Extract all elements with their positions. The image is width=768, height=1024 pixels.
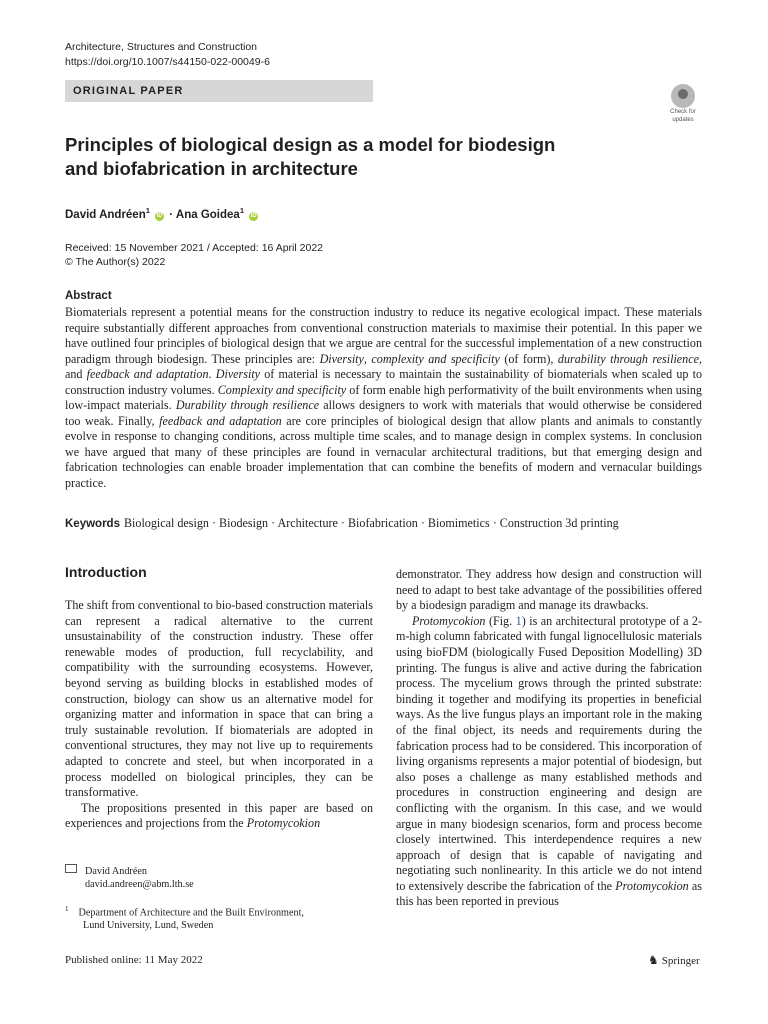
affiliation-line: Lund University, Lund, Sweden <box>83 920 214 932</box>
text-run: , <box>363 351 372 366</box>
paragraph: The shift from conventional to bio-based construction materials can represent a radical alternative to the current unsustainability of the construction industry. These offer renewable modes of production, full recyclability, and compatibility with the surrounding ecosystems. However, beyond serving as building blocks in established modes of construction, biology can show us an alternative model for organizing matter and information in space that can bring a truly sustainable revolution. If biomaterials are adopted in conventional structures, they may not live up to requirements adapted to concrete and steel, but when incorporated in a process modelled on biological principles, they can be transformative. <box>65 598 373 800</box>
published-online: Published online: 11 May 2022 <box>65 954 203 966</box>
text-run: Biomaterials represent a potential means for the construction industry to reduce its negative ecological impact. These materials require substantially different approaches from conventional construction materials to maximise their potential. In this paper we have outlined four principles of biological design that we argue are central for the successful implementation of a new construction paradigm through biodesign. These principles are: <box>65 305 702 366</box>
paper-title <box>65 133 625 181</box>
text-run: as this has been reported in previous <box>396 878 702 909</box>
affiliation-line: Department of Architecture and the Built Environment, <box>78 907 304 919</box>
paragraph <box>396 614 702 910</box>
emphasis: feedback and adaptation <box>86 367 209 381</box>
emphasis: Protomycokion <box>412 613 486 628</box>
text-run: allows designers to work with materials that would otherwise be considered too weak. Finally, <box>65 398 702 428</box>
figure-link[interactable]: 1 <box>515 613 522 628</box>
keywords-list: Biological design · Biodesign · Architecture · Biofabrication · Biomimetics · Construction 3d printing <box>123 516 619 530</box>
emphasis: Durability through resilience <box>175 398 320 412</box>
title-line-2: and biofabrication in architecture <box>65 158 358 179</box>
text-run: (of form), <box>499 351 558 366</box>
emphasis: Protomycokion <box>615 878 689 893</box>
emphasis: feedback and adaptation <box>159 413 282 428</box>
envelope-icon <box>65 864 77 873</box>
contact-name: David Andréen <box>85 866 147 877</box>
check-updates-icon <box>671 84 695 108</box>
text-run: (Fig. <box>485 613 516 628</box>
emphasis: Complexity and specificity <box>217 382 347 397</box>
affiliation-marker: 1 <box>239 206 244 215</box>
orcid-icon[interactable]: iD <box>250 212 257 219</box>
journal-name: Architecture, Structures and Construction <box>65 41 258 53</box>
affiliation-marker: 1 <box>145 206 150 215</box>
publisher-logo[interactable] <box>648 953 700 968</box>
paragraph <box>65 801 373 832</box>
text-run: The propositions presented in this paper are based on experiences and projections from the <box>65 800 373 831</box>
corresponding-author <box>65 864 194 891</box>
emphasis: Protomycokion <box>246 816 321 831</box>
publisher-name: Springer <box>661 955 700 967</box>
affiliation-number: 1 <box>65 905 69 913</box>
author-name[interactable]: David Andréen <box>65 208 146 221</box>
author-separator: · <box>166 208 176 221</box>
affiliation <box>65 903 304 932</box>
keywords-label: Keywords <box>65 518 120 530</box>
text-run: of material is necessary to maintain the sustainability of biomaterials when scaled up to construction industry volumes. <box>65 367 702 397</box>
text-run: ) is an architectural prototype of a 2-m-high column fabricated with fungal lignocellulosic materials using bioFDM (biologically Fused Deposition Modelling) 3D printing. The fungus is alive and active during the fabrication process. The mycelium grows through the printed substrate: binding it together and modifying its properties in beneficial ways. As the live fungus plays an important role in the making of the final object, its needs and requirements during the fabrication process had to be considered. This incorporation of living organisms represents a major potential of biodesign, but also poses a challenge as many established methods and procedures in construction engineering and design are conflicting with the organism. In this case, and we would argue in many biodesign scenarios, form and process become closely intertwined. This interdependence requires a new approach of design that is capable of navigating and negotiating such nonlinearity. In this article we do not intend to extensively describe the fabrication of the <box>396 613 703 893</box>
text-run: , and <box>65 351 702 381</box>
article-type-banner: ORIGINAL PAPER <box>65 80 373 102</box>
springer-horse-icon: ♞ <box>648 953 659 967</box>
section-heading-introduction: Introduction <box>65 564 147 580</box>
abstract-text <box>65 305 702 491</box>
copyright: © The Author(s) 2022 <box>65 256 166 268</box>
check-updates-label-2: updates <box>672 116 694 123</box>
text-run: of form enable high performativity of the built environments when using low-impact materials. <box>65 382 702 412</box>
title-line-1: Principles of biological design as a model for biodesign <box>65 134 556 155</box>
text-run: are core principles of biological design that allow plants and animals to constantly evolve in response to changing conditions, across multiple time scales, and to manage design in complex systems. In conclusion we have argued that many of these principles are found in vernacular architectural traditions, but that emerging design and fabrication technologies can enable broader implementation that can combine the benefits of modern and vernacular buildings practice. <box>65 413 702 490</box>
emphasis: complexity and specificity <box>371 351 500 366</box>
received-accepted: Received: 15 November 2021 / Accepted: 16 April 2022 <box>65 242 323 254</box>
publication-dates <box>65 241 323 269</box>
author-list <box>65 204 260 222</box>
check-for-updates-badge[interactable] <box>664 84 702 124</box>
emphasis: Diversity <box>215 367 261 381</box>
orcid-icon[interactable]: iD <box>156 212 163 219</box>
journal-header <box>65 40 270 70</box>
doi-link[interactable]: https://doi.org/10.1007/s44150-022-00049-6 <box>65 56 270 68</box>
paragraph: demonstrator. They address how design and construction will need to adapt to best take advantage of the possibilities offered by a biodesign paradigm and manage its drawbacks. <box>396 567 702 613</box>
contact-email[interactable]: david.andreen@abm.lth.se <box>85 879 194 890</box>
author-name[interactable]: Ana Goidea <box>175 208 240 221</box>
emphasis: durability through resilience <box>557 351 699 366</box>
emphasis: Diversity <box>319 351 364 366</box>
text-run: . <box>208 367 216 381</box>
keywords <box>65 516 702 532</box>
check-updates-label-1: Check for <box>670 109 696 115</box>
left-column <box>65 598 373 832</box>
abstract-heading: Abstract <box>65 290 112 302</box>
right-column <box>396 567 702 910</box>
